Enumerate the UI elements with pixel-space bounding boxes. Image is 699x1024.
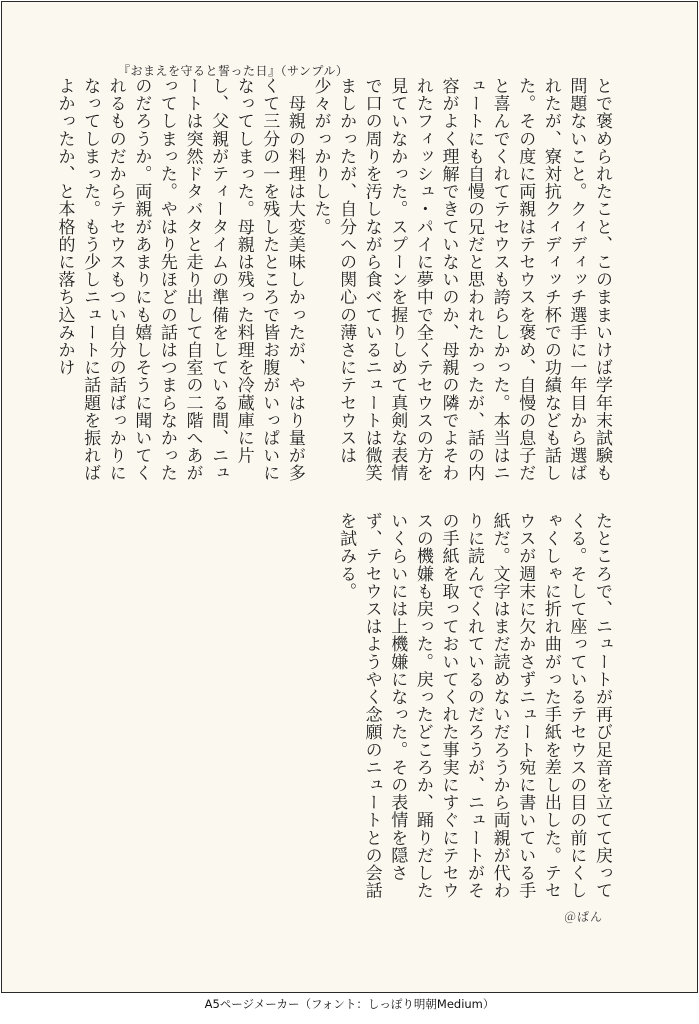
- paragraph: 母親の料理は大変美味しかったが、やはり量が多くて三分の一を残したところで皆お腹がいっぱいになってしまった。母親は残った料理を冷蔵庫に片し、父親がティータイムの準備をしている間、ニュートは突然ドタバタと走り出して自室の二階へあがってしまった。やはり先ほどの話はつまらなかったのだろうか。両親があまりにも嬉しそうに聞いてくれるものだからテセウスもつい自分の話ばっかりになってしまった。もう少しニュートに話題を振ればよかったか、と本格的に落ち込みかけ: [54, 77, 305, 482]
- manuscript-page: [1, 1, 698, 993]
- paragraph: たところで、ニュートが再び足音を立てて戻ってくる。そして座っているテセウスの目の前にくしゃくしゃに折れ曲がった手紙を差し出した。テセウスが週末に欠かさずニュート宛に書いている手紙だ。文字はまだ読めないだろうから両親が代わりに読んでくれているのだろうが、ニュートがその手紙を取っておいてくれた事実にすぐにテセウスの機嫌も戻った。戻ったどころか、踊りだしたいくらいには上機嫌になった。その表情を隠さず、テセウスはようやく念願のニュートとの会話を試みる。: [336, 512, 612, 900]
- paragraph: とで褒められたこと、このままいけば学年末試験も問題ないこと。クィディッチ選手に一年目から選ばれたが、寮対抗クィディッチ杯での功績なども話した。その度に両親はテセウスを褒め、自慢の息子だと喜んでくれてテセウスも誇らしかった。本当はニュートにも自慢の兄だと思われたかったが、話の内容がよく理解できていないのか、母親の隣でよそわれたフィッシュ・パイに夢中で全くテセウスの方を見ていなかった。スプーンを握りしめて真剣な表情で口の周りを汚しながら食べているニュートは微笑ましかったが、自分への関心の薄さにテセウスは少々がっかりした。: [310, 77, 612, 482]
- body-text-upper: [54, 77, 614, 488]
- footer-caption: A5ページメーカー（フォント：しっぽり明朝Medium）: [204, 997, 495, 1011]
- body-text-lower: [336, 512, 614, 906]
- author-signature: ＠ぱん: [564, 910, 604, 924]
- page-title: 『おまえを守ると誓った日』（サンプル）: [118, 64, 349, 78]
